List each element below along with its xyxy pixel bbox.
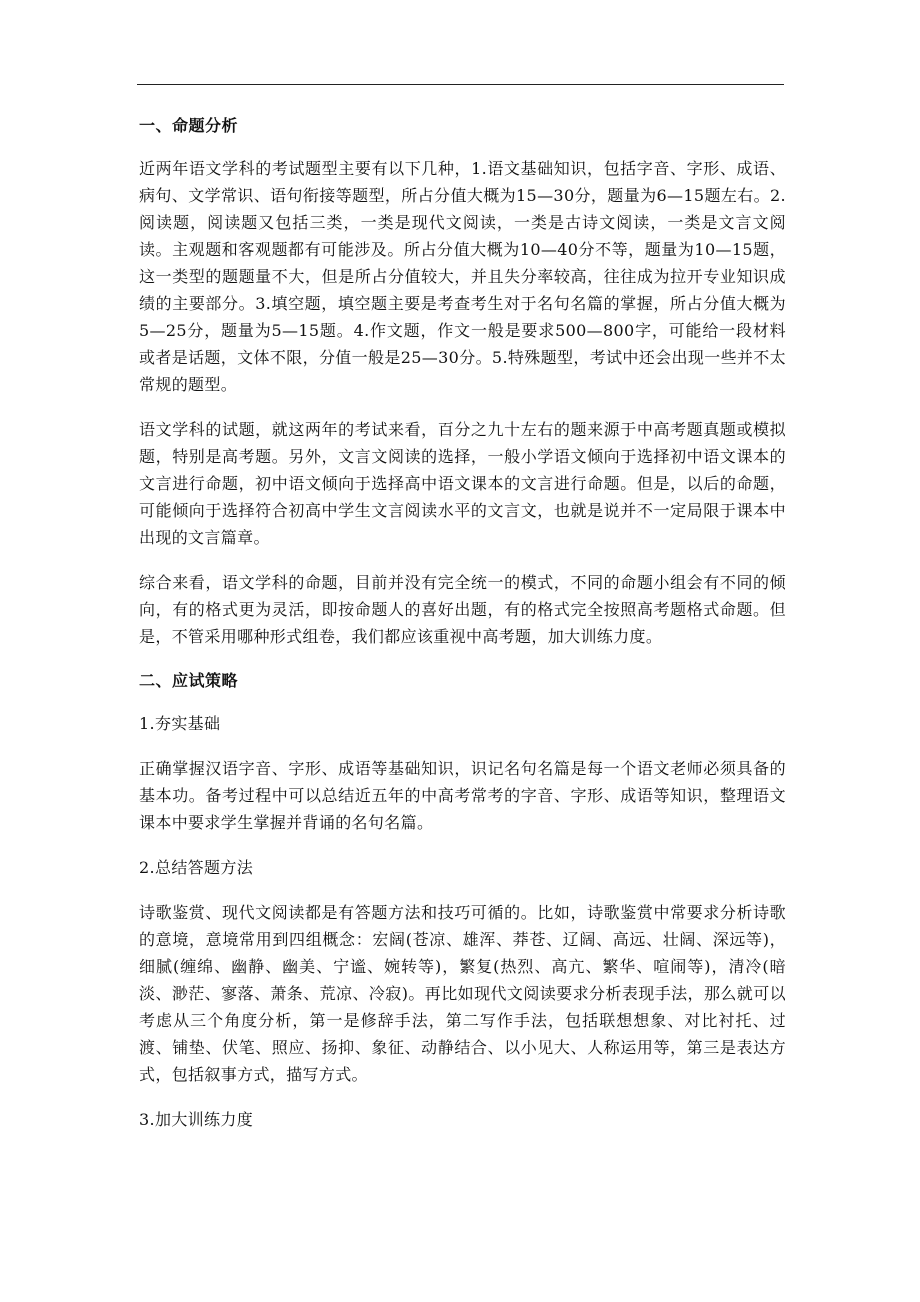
- subheading-training: 3.加大训练力度: [139, 1110, 254, 1129]
- section-heading-strategy: 二、应试策略: [139, 671, 239, 690]
- subheading-methods: 2.总结答题方法: [139, 858, 254, 877]
- subheading-foundation: 1.夯实基础: [139, 714, 221, 733]
- header-rule: [137, 84, 784, 85]
- paragraph-summary: 综合来看，语文学科的命题，目前并没有完全统一的模式，不同的命题小组会有不同的倾向，有的格式更为灵活，即按命题人的喜好出题，有的格式完全按照高考题格式命题。但是，不管采用哪种形式组卷，我们都应该重视中高考题，加大训练力度。: [139, 573, 786, 646]
- document-body: [139, 113, 786, 1151]
- paragraph-question-types: 近两年语文学科的考试题型主要有以下几种，1.语文基础知识，包括字音、字形、成语、病句、文学常识、语句衔接等题型，所占分值大概为15—30分，题量为6—15题左右。2.阅读题，阅读题又包括三类，一类是现代文阅读，一类是古诗文阅读，一类是文言文阅读。主观题和客观题都有可能涉及。所占分值大概为10—40分不等，题量为10—15题，这一类型的题题量不大，但是所占分值较大，并且失分率较高，往往成为拉开专业知识成绩的主要部分。3.填空题，填空题主要是考查考生对于名句名篇的掌握，所占分值大概为5—25分，题量为5—15题。4.作文题，作文一般是要求500—800字，可能给一段材料或者是话题，文体不限，分值一般是25—30分。5.特殊题型，考试中还会出现一些并不太常规的题型。: [139, 159, 786, 394]
- paragraph-question-sources: 语文学科的试题，就这两年的考试来看，百分之九十左右的题来源于中高考题真题或模拟题，特别是高考题。另外，文言文阅读的选择，一般小学语文倾向于选择初中语文课本的文言进行命题，初中语文倾向于选择高中语文课本的文言进行命题。但是，以后的命题，可能倾向于选择符合初高中学生文言阅读水平的文言文，也就是说并不一定局限于课本中出现的文言篇章。: [139, 420, 786, 547]
- paragraph-foundation: 正确掌握汉语字音、字形、成语等基础知识，识记名句名篇是每一个语文老师必须具备的基本功。备考过程中可以总结近五年的中高考常考的字音、字形、成语等知识，整理语文课本中要求学生掌握并背诵的名句名篇。: [139, 759, 786, 832]
- paragraph-methods: 诗歌鉴赏、现代文阅读都是有答题方法和技巧可循的。比如，诗歌鉴赏中常要求分析诗歌的意境，意境常用到四组概念：宏阔(苍凉、雄浑、莽苍、辽阔、高远、壮阔、深远等)，细腻(缠绵、幽静、幽美、宁谧、婉转等)，繁复(热烈、高亢、繁华、喧闹等)，清冷(暗淡、渺茫、寥落、萧条、荒凉、冷寂)。再比如现代文阅读要求分析表现手法，那么就可以考虑从三个角度分析，第一是修辞手法，第二写作手法，包括联想想象、对比衬托、过渡、铺垫、伏笔、照应、扬抑、象征、动静结合、以小见大、人称运用等，第三是表达方式，包括叙事方式，描写方式。: [139, 903, 786, 1084]
- section-heading-analysis: 一、命题分析: [139, 116, 239, 135]
